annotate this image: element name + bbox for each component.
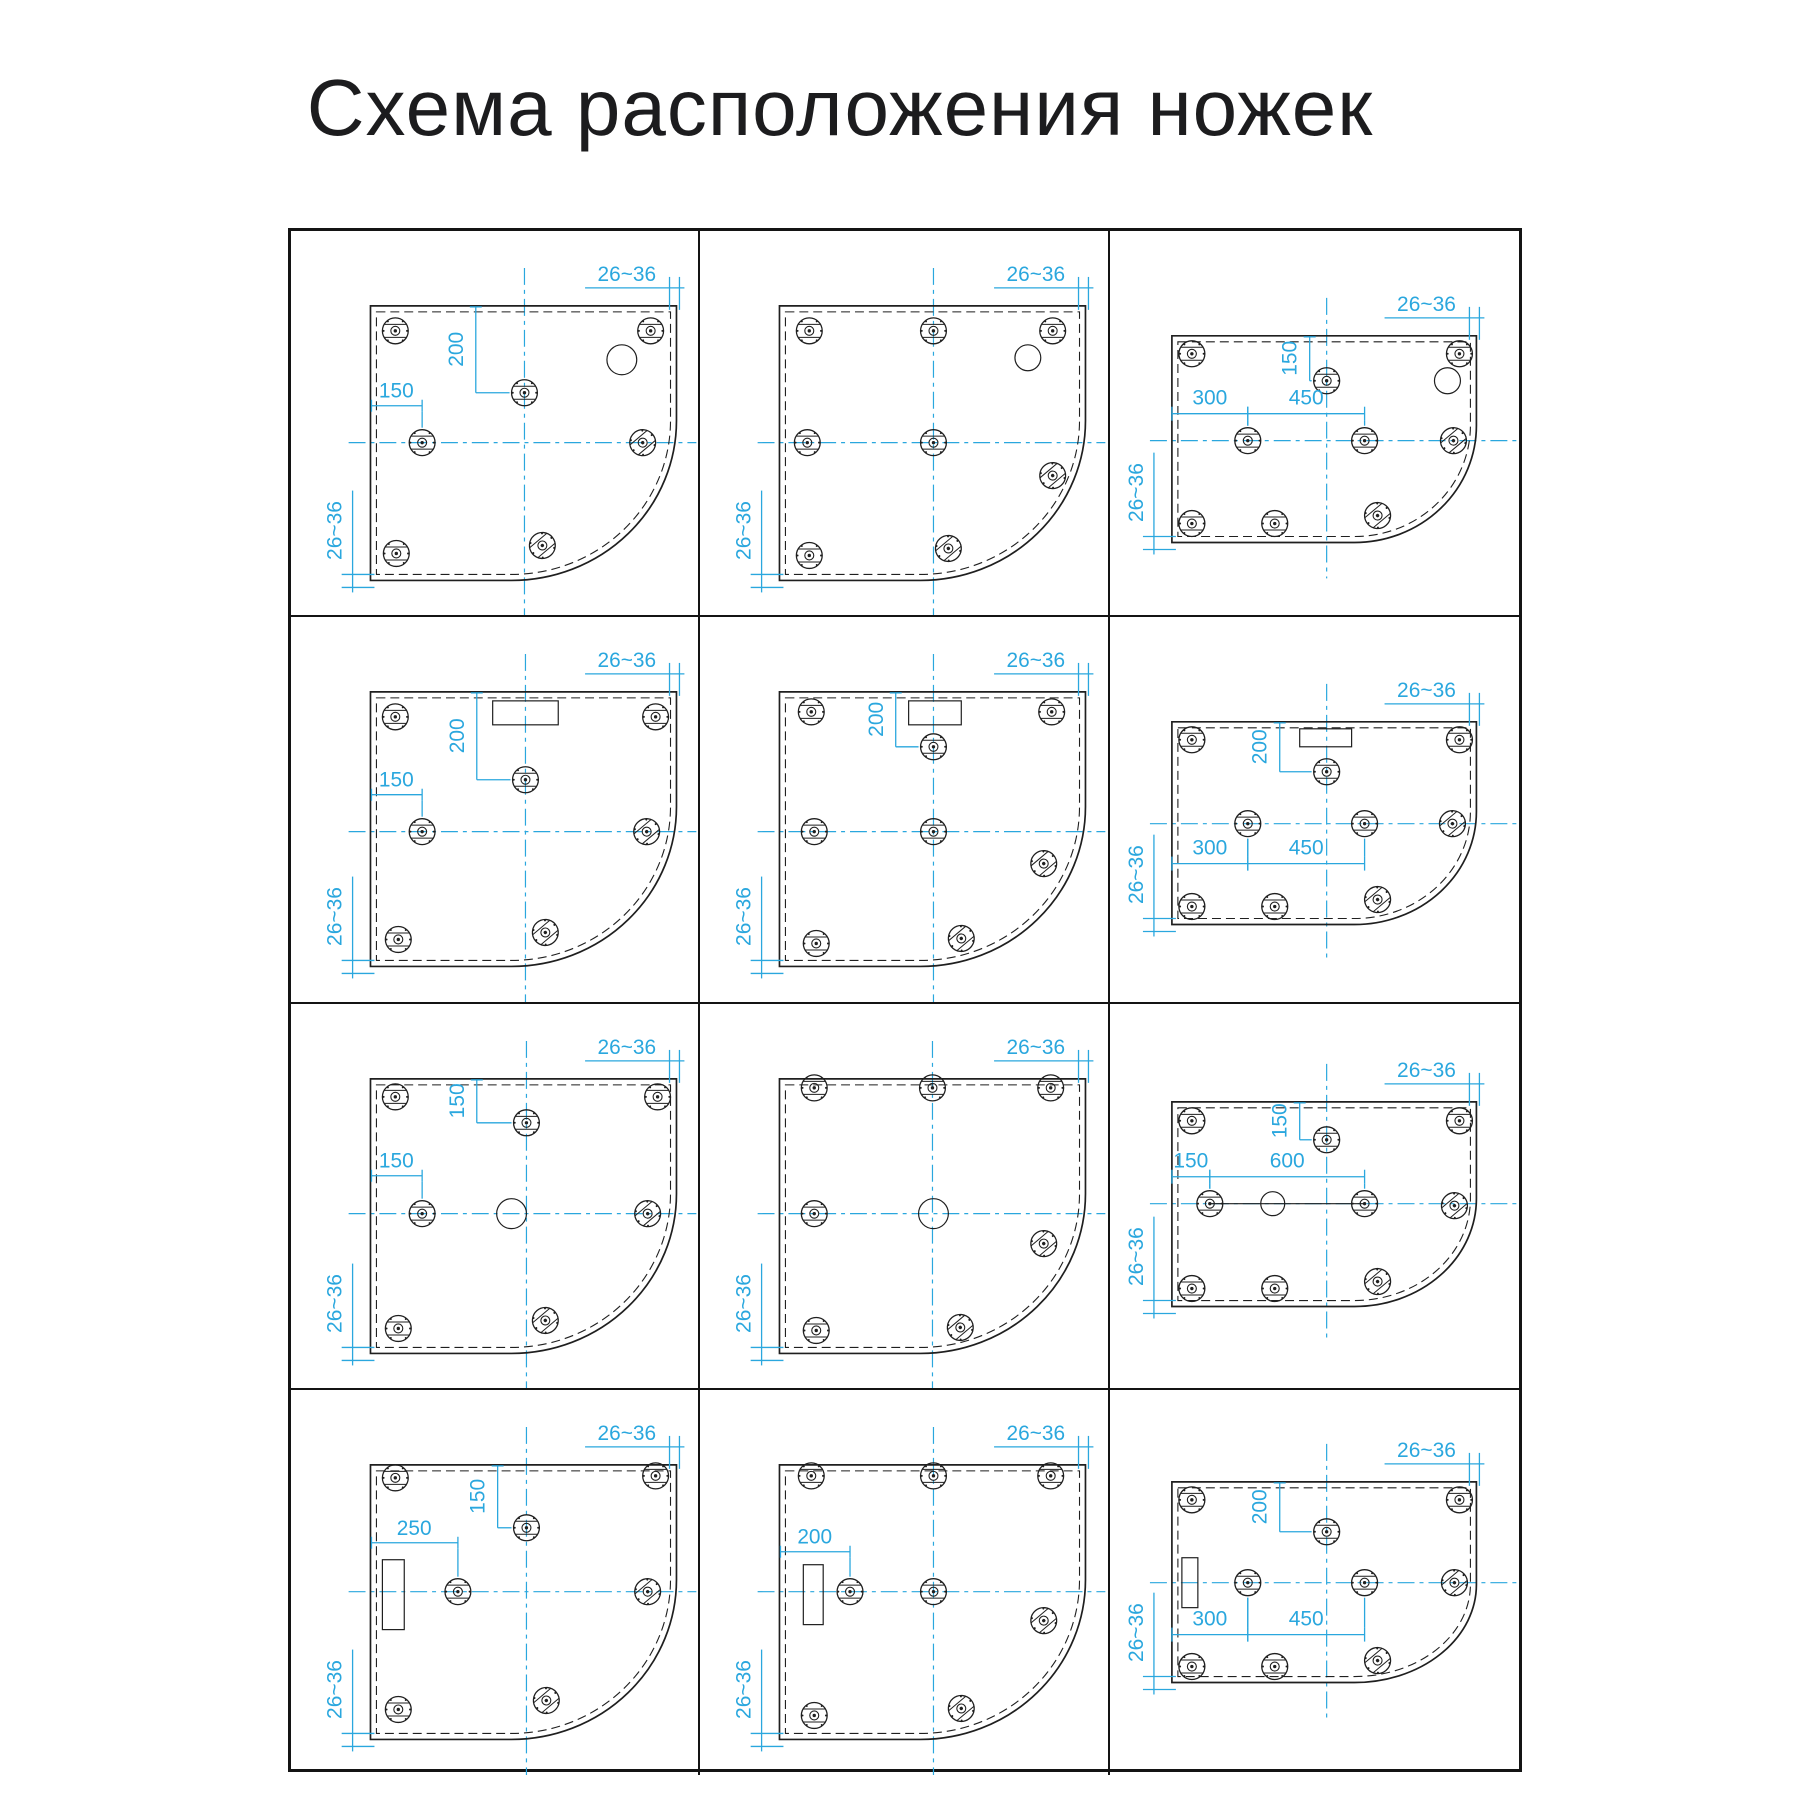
foot-symbol xyxy=(383,540,409,566)
drain-hole xyxy=(607,345,637,375)
svg-text:150: 150 xyxy=(445,1083,469,1119)
tray-drawing xyxy=(291,231,698,615)
foot-symbol xyxy=(1261,1275,1287,1301)
panel-r3c3 xyxy=(1110,1004,1519,1390)
foot-symbol xyxy=(1040,318,1066,344)
svg-text:250: 250 xyxy=(396,1516,432,1540)
foot-symbol xyxy=(1446,341,1472,367)
svg-text:26~36: 26~36 xyxy=(597,1421,657,1446)
foot-symbol xyxy=(1038,1463,1064,1489)
panel-r3c1 xyxy=(291,1004,700,1390)
foot-symbol xyxy=(1179,511,1205,537)
foot-symbol xyxy=(1179,1654,1205,1680)
foot-symbol xyxy=(638,318,664,344)
foot-symbol xyxy=(524,527,560,564)
tray-drawing xyxy=(291,617,698,1001)
foot-symbol xyxy=(1359,1263,1396,1300)
foot-symbol xyxy=(1359,882,1396,919)
foot-symbol xyxy=(382,1084,408,1110)
foot-symbol xyxy=(802,1703,828,1729)
diagram-title: Схема расположения ножек xyxy=(306,63,1374,152)
foot-symbol xyxy=(1026,1602,1062,1639)
svg-text:200: 200 xyxy=(1248,729,1272,765)
foot-symbol xyxy=(624,424,660,461)
svg-text:450: 450 xyxy=(1288,1607,1324,1631)
svg-text:26~36: 26~36 xyxy=(323,501,347,560)
tray-drawing xyxy=(700,1004,1107,1388)
foot-symbol xyxy=(1359,497,1396,534)
panel-r1c1 xyxy=(291,231,700,617)
foot-symbol xyxy=(1179,1108,1205,1134)
svg-text:26~36: 26~36 xyxy=(597,649,657,673)
foot-symbol xyxy=(1434,806,1471,843)
svg-text:150: 150 xyxy=(1173,1149,1209,1173)
drain-slot xyxy=(1299,729,1351,747)
foot-symbol xyxy=(1179,1487,1205,1513)
svg-text:26~36: 26~36 xyxy=(733,887,756,947)
foot-symbol xyxy=(528,1682,564,1719)
foot-symbol xyxy=(1436,1565,1473,1602)
foot-symbol xyxy=(1026,1225,1062,1262)
svg-text:600: 600 xyxy=(1269,1149,1305,1173)
svg-text:26~36: 26~36 xyxy=(733,1273,756,1333)
svg-text:26~36: 26~36 xyxy=(323,887,347,947)
svg-text:26~36: 26~36 xyxy=(1124,845,1148,905)
foot-symbol xyxy=(799,699,825,725)
svg-text:200: 200 xyxy=(444,331,468,367)
tray-drawing xyxy=(700,1390,1107,1774)
svg-text:450: 450 xyxy=(1288,386,1324,410)
tray-drawing xyxy=(1110,231,1519,615)
panel-r1c3 xyxy=(1110,231,1519,617)
tray-drawing xyxy=(291,1390,698,1774)
foot-symbol xyxy=(1261,1654,1287,1680)
svg-text:300: 300 xyxy=(1192,836,1227,860)
panel-r4c1 xyxy=(291,1390,700,1774)
svg-text:200: 200 xyxy=(1248,1489,1272,1525)
foot-symbol xyxy=(643,1463,669,1489)
svg-text:26~36: 26~36 xyxy=(323,1273,347,1333)
foot-symbol xyxy=(1435,422,1472,459)
foot-symbol xyxy=(1179,894,1205,920)
tray-drawing xyxy=(1110,617,1519,1001)
svg-text:26~36: 26~36 xyxy=(1396,679,1456,703)
svg-text:150: 150 xyxy=(378,769,414,793)
svg-text:26~36: 26~36 xyxy=(733,1660,756,1720)
foot-symbol xyxy=(629,1195,665,1232)
foot-symbol xyxy=(628,814,664,851)
svg-text:26~36: 26~36 xyxy=(1396,1439,1456,1463)
foot-symbol xyxy=(1179,341,1205,367)
svg-text:26~36: 26~36 xyxy=(733,501,756,560)
foot-symbol xyxy=(645,1084,671,1110)
foot-symbol xyxy=(943,1690,979,1727)
foot-symbol xyxy=(1359,1642,1396,1679)
svg-text:26~36: 26~36 xyxy=(597,1035,657,1059)
svg-text:26~36: 26~36 xyxy=(1124,1226,1148,1286)
svg-text:26~36: 26~36 xyxy=(1006,262,1066,286)
svg-text:26~36: 26~36 xyxy=(1396,292,1456,316)
foot-symbol xyxy=(804,1317,830,1343)
foot-symbol xyxy=(527,915,563,952)
foot-symbol xyxy=(942,1309,978,1346)
svg-text:26~36: 26~36 xyxy=(1396,1058,1456,1082)
tray-drawing xyxy=(1110,1390,1519,1774)
drain-slot xyxy=(382,1560,404,1630)
tray-drawing xyxy=(700,231,1107,615)
panel-r1c2 xyxy=(700,231,1109,617)
foot-symbol xyxy=(931,530,967,567)
foot-symbol xyxy=(1026,846,1062,883)
svg-text:300: 300 xyxy=(1192,1607,1227,1631)
svg-text:150: 150 xyxy=(466,1478,490,1514)
panel-r2c3 xyxy=(1110,617,1519,1003)
foot-symbol xyxy=(1039,699,1065,725)
drain-slot xyxy=(804,1565,824,1625)
svg-text:200: 200 xyxy=(445,718,469,754)
foot-symbol xyxy=(385,927,411,953)
svg-text:26~36: 26~36 xyxy=(1006,1035,1066,1059)
tray-drawing xyxy=(291,1004,698,1388)
foot-symbol xyxy=(1446,1487,1472,1513)
svg-text:26~36: 26~36 xyxy=(323,1660,347,1720)
drain-hole xyxy=(1434,368,1460,394)
foot-symbol xyxy=(382,318,408,344)
svg-text:200: 200 xyxy=(865,702,889,738)
foot-symbol xyxy=(797,318,823,344)
layout-grid xyxy=(288,228,1522,1772)
svg-text:150: 150 xyxy=(1278,340,1302,376)
drain-hole xyxy=(1015,345,1041,371)
foot-symbol xyxy=(514,1515,540,1541)
foot-symbol xyxy=(385,1315,411,1341)
tray-drawing xyxy=(700,617,1107,1001)
svg-text:26~36: 26~36 xyxy=(1124,1603,1148,1663)
foot-symbol xyxy=(1179,1275,1205,1301)
svg-text:26~36: 26~36 xyxy=(1006,649,1066,673)
foot-symbol xyxy=(385,1697,411,1723)
svg-text:200: 200 xyxy=(797,1525,833,1549)
foot-symbol xyxy=(629,1574,665,1611)
foot-symbol xyxy=(527,1302,563,1339)
foot-symbol xyxy=(382,704,408,730)
svg-text:26~36: 26~36 xyxy=(597,262,657,286)
drain-slot xyxy=(909,701,962,725)
foot-symbol xyxy=(1035,457,1071,494)
foot-symbol xyxy=(799,1463,825,1489)
svg-text:150: 150 xyxy=(1268,1103,1292,1139)
tray-drawing xyxy=(1110,1004,1519,1388)
foot-symbol xyxy=(1446,1108,1472,1134)
foot-symbol xyxy=(797,542,823,568)
foot-symbol xyxy=(1436,1187,1473,1224)
foot-symbol xyxy=(804,931,830,957)
svg-text:150: 150 xyxy=(378,379,414,403)
foot-symbol xyxy=(1179,727,1205,753)
svg-text:300: 300 xyxy=(1192,386,1227,410)
panel-r2c1 xyxy=(291,617,700,1003)
panel-r4c2 xyxy=(700,1390,1109,1774)
svg-text:450: 450 xyxy=(1288,836,1324,860)
foot-symbol xyxy=(1446,727,1472,753)
panel-r3c2 xyxy=(700,1004,1109,1390)
foot-symbol xyxy=(1261,894,1287,920)
svg-text:26~36: 26~36 xyxy=(1124,463,1148,523)
svg-text:150: 150 xyxy=(378,1149,414,1173)
svg-text:26~36: 26~36 xyxy=(1006,1421,1066,1446)
panel-r2c2 xyxy=(700,617,1109,1003)
foot-symbol xyxy=(382,1465,408,1491)
foot-symbol xyxy=(643,704,669,730)
panel-r4c3 xyxy=(1110,1390,1519,1774)
foot-symbol xyxy=(1261,511,1287,537)
